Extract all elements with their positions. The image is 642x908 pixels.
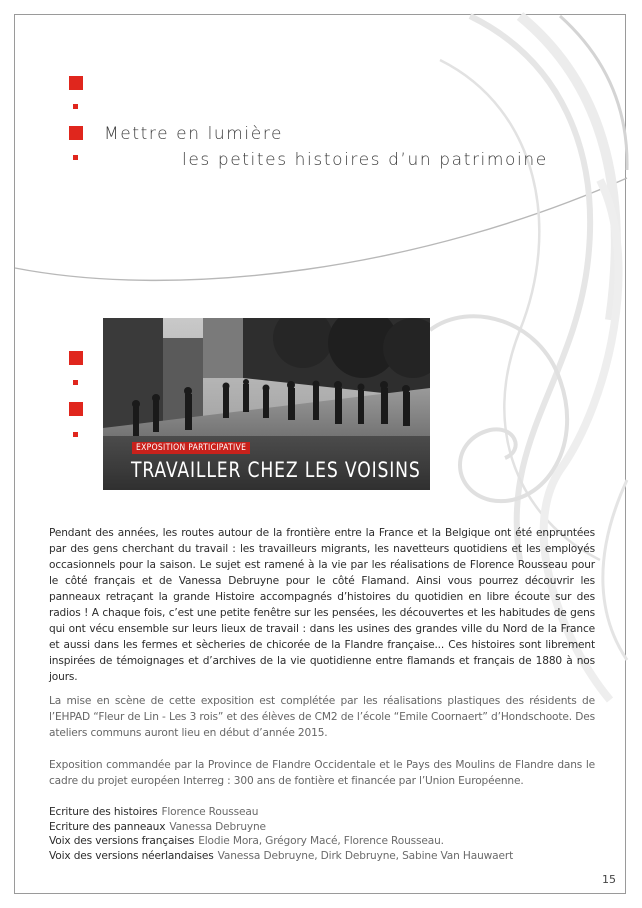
credits-list [49,805,513,863]
accent-square [73,432,78,437]
credit-role: Ecriture des histoires [49,806,158,818]
exhibition-photo [103,318,430,490]
credit-role: Voix des versions françaises [49,835,195,847]
accent-square [69,76,83,90]
exhibition-title: TRAVAILLER CHEZ LES VOISINS [131,458,421,482]
credit-line [49,820,513,835]
description-paragraph: Pendant des années, les routes autour de la frontière entre la France et la Belgique ont été enpruntées par des gens cherchant du travail : les travailleurs migrants, les navetteurs quotidiens et les employés occasionnels pour la saison. Le sujet est ramené à la vie par les réalisations de Florence Rousseau pour le côté français et de Vanessa Debruyne pour le côté Flamand. Ainsi vous pourrez découvrir les panneaux retraçant la grande Histoire accompagnés d’histoires du quotidien en libre écoute sur des radios ! A chaque fois, c’est une petite fenêtre sur les pensées, les découvertes et les habitudes de gens qui ont vécu ensemble sur leurs lieux de travail : dans les usines des grandes ville du Nord de la France et aussi dans les fermes et sècheries de chicorée de la Flandre française... Ces histoires sont librement inspirées de témoignages et d’archives de la vie quotidienne entre flamands et français de 1880 à nos jours. [49,527,595,683]
heading-line-1: Mettre en lumière [104,124,284,144]
credit-line [49,805,513,820]
credit-person: Vanessa Debruyne [169,820,266,833]
credit-line [49,849,513,864]
accent-square [73,380,78,385]
exhibition-badge: EXPOSITION PARTICIPATIVE [132,442,250,454]
credit-role: Ecriture des panneaux [49,820,166,833]
accent-square [69,402,83,416]
credit-person: Florence Rousseau [161,806,259,818]
commission-paragraph: Exposition commandée par la Province de Flandre Occidentale et le Pays des Moulins de Flandre dans le cadre du projet européen Interreg : 300 ans de fontière et financée par l’Union Européenne. [49,759,595,787]
credit-line [49,834,513,849]
page-number: 15 [602,873,616,886]
accent-square [73,155,78,160]
accent-square [73,104,78,109]
credit-person: Vanessa Debruyne, Dirk Debruyne, Sabine Van Hauwaert [217,849,514,862]
credit-person: Elodie Mora, Grégory Macé, Florence Rousseau. [198,835,444,847]
credit-role: Voix des versions néerlandaises [49,849,214,862]
accent-square [69,351,83,365]
heading-line-2: les petites histoires d’un patrimoine [182,150,548,170]
accent-square [69,126,83,140]
staging-paragraph: La mise en scène de cette exposition est complétée par les réalisations plastiques des résidents de l’EHPAD “Fleur de Lin - Les 3 rois” et des élèves de CM2 de l’école “Emile Coornaert” d’Hondschoote. Des ateliers communs auront lieu en début d’année 2015. [49,695,595,739]
